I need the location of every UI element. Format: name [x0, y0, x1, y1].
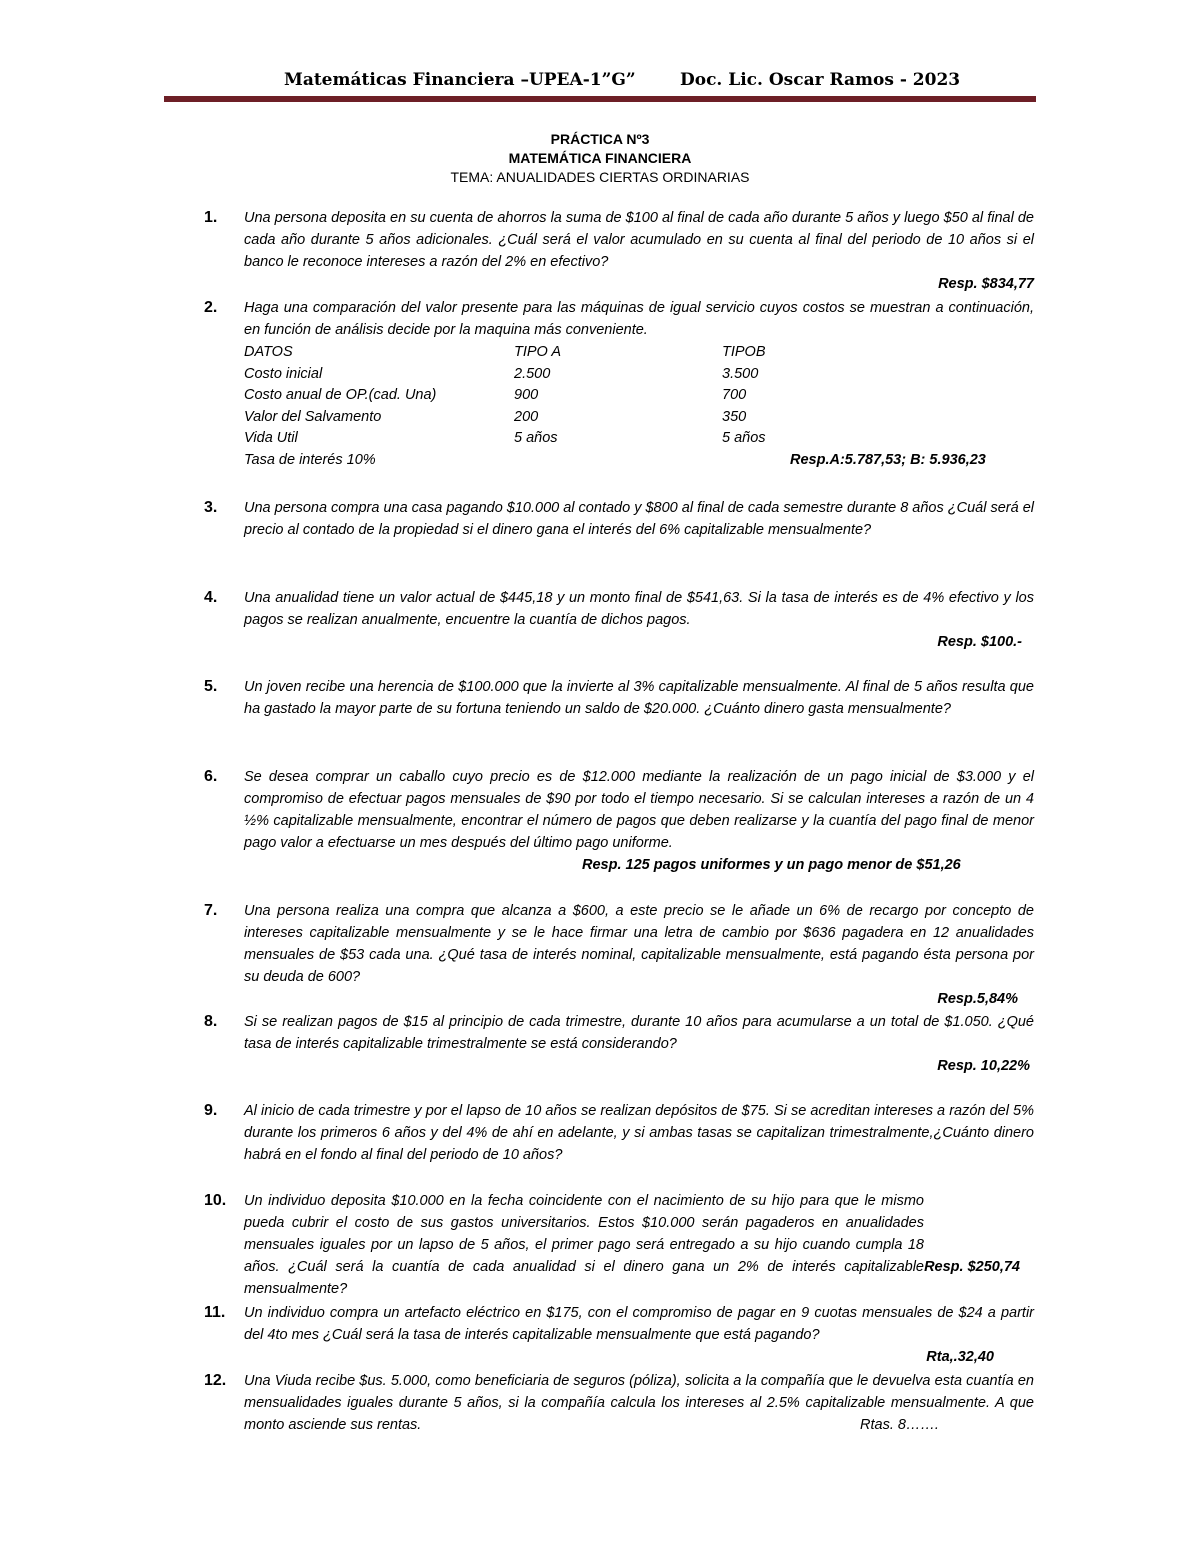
problem-text: Una anualidad tiene un valor actual de $445,18 y un monto final de $541,63. Si la tasa de interés es de 4% efectivo y los pagos se realizan anualmente, encuentre la cuantía de dichos pagos. [244, 590, 1034, 628]
table-header: TIPO A [514, 344, 561, 360]
problem-number: 1. [204, 209, 218, 226]
problem-number: 5. [204, 678, 218, 695]
table-cell: 2.500 [514, 365, 551, 382]
problem-number: 7. [204, 902, 218, 919]
header-course: Matemáticas Financiera –UPEA-1”G” [284, 70, 636, 90]
problem-answer: Resp.5,84% [937, 991, 1018, 1007]
header-rule [164, 96, 1036, 102]
table-cell: 700 [722, 387, 747, 404]
problem-number: 2. [204, 299, 218, 316]
table-row [244, 363, 1034, 385]
table-rate-row [244, 449, 1034, 471]
problem-number: 8. [204, 1013, 218, 1030]
problem-text: Haga una comparación del valor presente para las máquinas de igual servicio cuyos costos se muestran a continuación, en función de análisis decide por la maquina más conveniente. [244, 300, 1034, 338]
page-header [0, 70, 1200, 94]
problem-text: Una persona realiza una compra que alcanza a $600, a este precio se le añade un 6% de recargo por concepto de intereses capitalizable mensualmente y se le hace firmar una letra de cambio por $636 pagadera en 12 anualidades mensuales de $53 cada una. ¿Qué tasa de interés nominal, capitalizable mensualmente, está pagando ésta persona por su deuda de 600? [244, 903, 1034, 985]
problem-answer: Resp. $834,77 [938, 276, 1034, 292]
problem-text: Si se realizan pagos de $15 al principio de cada trimestre, durante 10 años para acumularse a un total de $1.050. ¿Qué tasa de interés capitalizable trimestralmente se está considerando? [244, 1014, 1034, 1052]
problem-answer: Resp.A:5.787,53; B: 5.936,23 [790, 451, 986, 468]
table-cell: 900 [514, 387, 539, 404]
problem-number: 3. [204, 499, 218, 516]
table-cell: Valor del Salvamento [244, 408, 382, 425]
machines-table [244, 341, 1034, 471]
table-cell: Vida Util [244, 430, 298, 447]
table-cell: 3.500 [722, 365, 759, 382]
problem-text: Una Viuda recibe $us. 5.000, como beneficiaria de seguros (póliza), solicita a la compañía que le devuelva esta cuantía en mensualidades iguales durante 5 años, si la compañía calcula los intereses al 2.5% capitalizable mensualmente. A que monto asciende sus rentas. [244, 1373, 1034, 1433]
table-cell: Costo inicial [244, 365, 323, 382]
problem-text: Una persona compra una casa pagando $10.000 al contado y $800 al final de cada semestre durante 8 años ¿Cuál será el precio al contado de la propiedad si el dinero gana el interés del 6% capitalizable mensualmente? [244, 500, 1034, 538]
problem-number: 9. [204, 1102, 218, 1119]
table-header: TIPOB [722, 344, 766, 360]
problem-text: Un joven recibe una herencia de $100.000 que la invierte al 3% capitalizable mensualmente. Al final de 5 años resulta que ha gastado la mayor parte de su fortuna teniendo un saldo de $20.000. ¿Cuánto dinero gasta mensualmente? [244, 679, 1034, 717]
problem-text: Al inicio de cada trimestre y por el lapso de 10 años se realizan depósitos de $75. Si se acreditan intereses a razón del 5% durante los primeros 6 años y del 4% de ahí en adelante, y si ambas tasas se capitalizan trimestralmente,¿Cuánto dinero habrá en el fondo al final del periodo de 10 años? [244, 1103, 1034, 1163]
table-row [244, 427, 1034, 449]
problem-text: Se desea comprar un caballo cuyo precio es de $12.000 mediante la realización de un pago inicial de $3.000 y el compromiso de efectuar pagos mensuales de $90 por todo el tiempo necesario. Si se calculan intereses a razón de un 4 ½% capitalizable mensualmente, encontrar el número de pagos que deben realizarse y la cuantía del pago final de menor pago valor a efectuarse un mes después del último pago uniforme. [244, 769, 1034, 851]
practice-title: PRÁCTICA Nº3 [550, 131, 650, 147]
table-row [244, 384, 1034, 406]
header-teacher: Doc. Lic. Oscar Ramos - 2023 [680, 70, 961, 90]
problem-answer: Resp. 125 pagos uniformes y un pago menor de $51,26 [582, 857, 961, 873]
table-cell: Costo anual de OP.(cad. Una) [244, 387, 437, 404]
problem-text: Un individuo deposita $10.000 en la fecha coincidente con el nacimiento de su hijo para que le mismo pueda cubrir el costo de sus gastos universitarios. Estos $10.000 serán pagaderos en anualidades mensuales iguales por un lapso de 5 años, el primer pago será entregado a su hijo cuando cumpla 18 años. ¿Cuál será la cuantía de cada anualidad si el dinero gana un 2% de interés capitalizable mensualmente? [244, 1193, 924, 1297]
interest-rate: Tasa de interés 10% [244, 451, 376, 468]
problem-number: 12. [204, 1372, 227, 1389]
problem-number: 4. [204, 589, 218, 606]
problem-answer: Resp. $250,74 [924, 1259, 1020, 1275]
problem-number: 6. [204, 768, 218, 785]
table-header: DATOS [244, 344, 293, 360]
table-row [244, 406, 1034, 428]
table-cell: 5 años [722, 430, 766, 447]
table-cell: 200 [514, 408, 539, 425]
title-block [0, 130, 1200, 187]
problem-answer: Rtas. 8……. [860, 1417, 939, 1433]
problem-number: 11. [204, 1304, 226, 1321]
problem-answer: Rta,.32,40 [926, 1349, 994, 1365]
problem-text: Una persona deposita en su cuenta de ahorros la suma de $100 al final de cada año durante 5 años y luego $50 al final de cada año durante 5 años adicionales. ¿Cuál será el valor acumulado en su cuenta al final del periodo de 10 años si el banco le reconoce intereses a razón del 2% en efectivo? [244, 210, 1034, 270]
table-header-row [244, 341, 1034, 363]
problem-answer: Resp. 10,22% [937, 1058, 1030, 1074]
table-cell: 5 años [514, 430, 558, 447]
problem-number: 10. [204, 1192, 227, 1209]
table-cell: 350 [722, 408, 747, 425]
problem-text: Un individuo compra un artefacto eléctrico en $175, con el compromiso de pagar en 9 cuotas mensuales de $24 a partir del 4to mes ¿Cuál será la tasa de interés capitalizable mensualmente que está pagando? [244, 1305, 1034, 1343]
topic-title: TEMA: ANUALIDADES CIERTAS ORDINARIAS [450, 169, 750, 185]
problem-answer: Resp. $100.- [937, 634, 1022, 650]
subject-title: MATEMÁTICA FINANCIERA [508, 150, 692, 166]
